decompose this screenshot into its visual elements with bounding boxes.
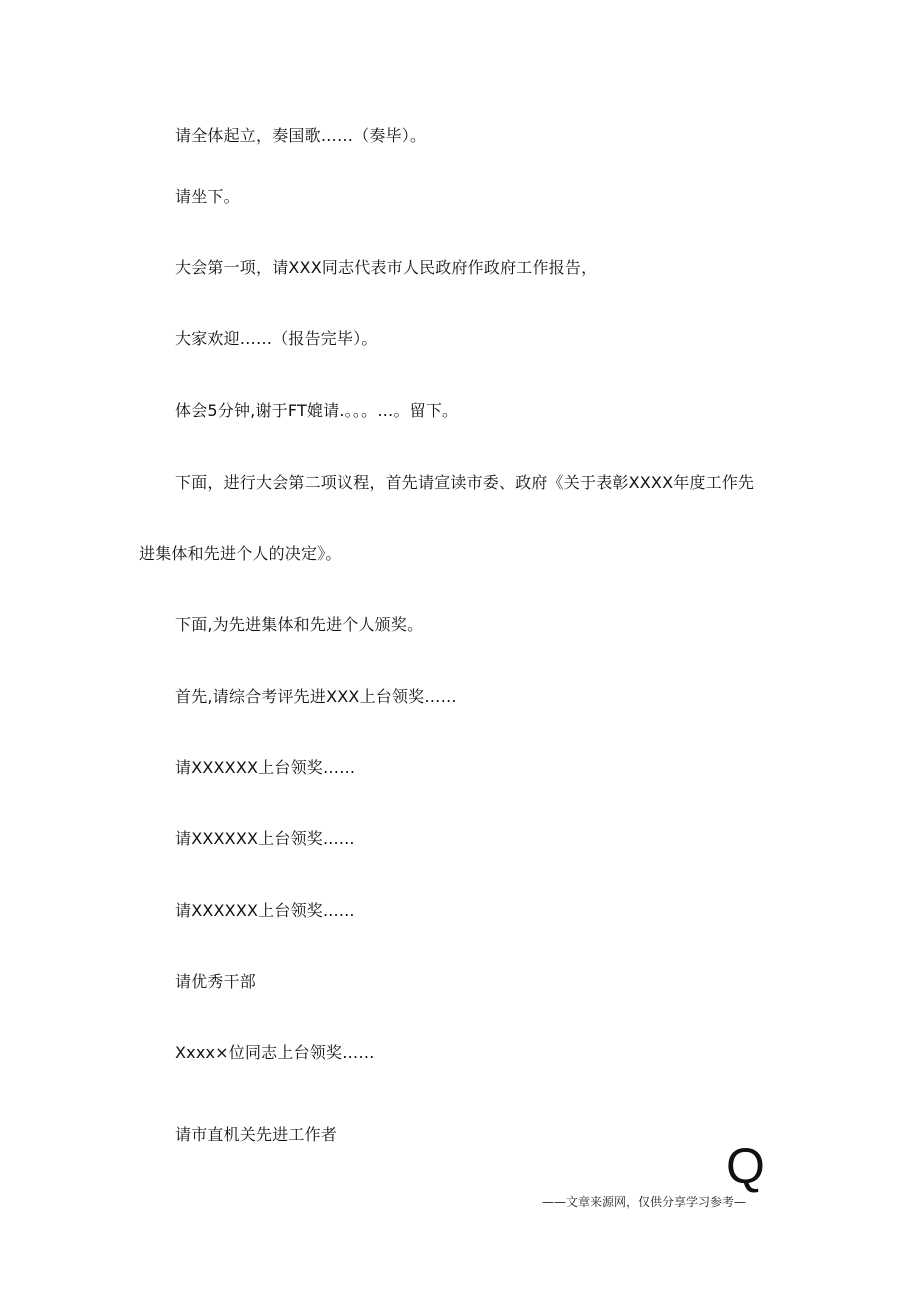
- paragraph-line-2: 请坐下。: [175, 187, 240, 206]
- paragraph-line-14: Xxxx×位同志上台领奖……: [175, 1043, 375, 1062]
- paragraph-line-4: 大家欢迎……（报告完毕）。: [175, 329, 378, 348]
- paragraph-line-9: 首先,请综合考评先进XXX上台领奖……: [175, 687, 457, 706]
- paragraph-line-3: 大会第一项，请XXX同志代表市人民政府作政府工作报告，: [175, 258, 598, 277]
- paragraph-line-7: 进集体和先进个人的决定》。: [139, 544, 342, 563]
- paragraph-line-11: 请XXXXXX上台领奖......: [175, 829, 355, 848]
- q-logo-icon: Q: [726, 1138, 765, 1194]
- paragraph-line-12: 请XXXXXX上台领奖......: [175, 901, 355, 920]
- footer-source-note: ——文章来源网，仅供分享学习参考—: [542, 1195, 747, 1209]
- paragraph-line-8: 下面,为先进集体和先进个人颁奖。: [175, 615, 424, 634]
- paragraph-line-15: 请市直机关先进工作者: [175, 1125, 338, 1144]
- paragraph-line-6: 下面，进行大会第二项议程，首先请宣读市委、政府《关于表彰XXXX年度工作先: [175, 473, 755, 492]
- paragraph-line-5: 体会5分钟,谢于FT媲请.。。。…。留下。: [175, 401, 459, 420]
- paragraph-line-1: 请全体起立，奏国歌……（奏毕）。: [175, 126, 427, 145]
- paragraph-line-10: 请XXXXXX上台领奖……: [175, 758, 356, 777]
- paragraph-line-13: 请优秀干部: [175, 972, 257, 991]
